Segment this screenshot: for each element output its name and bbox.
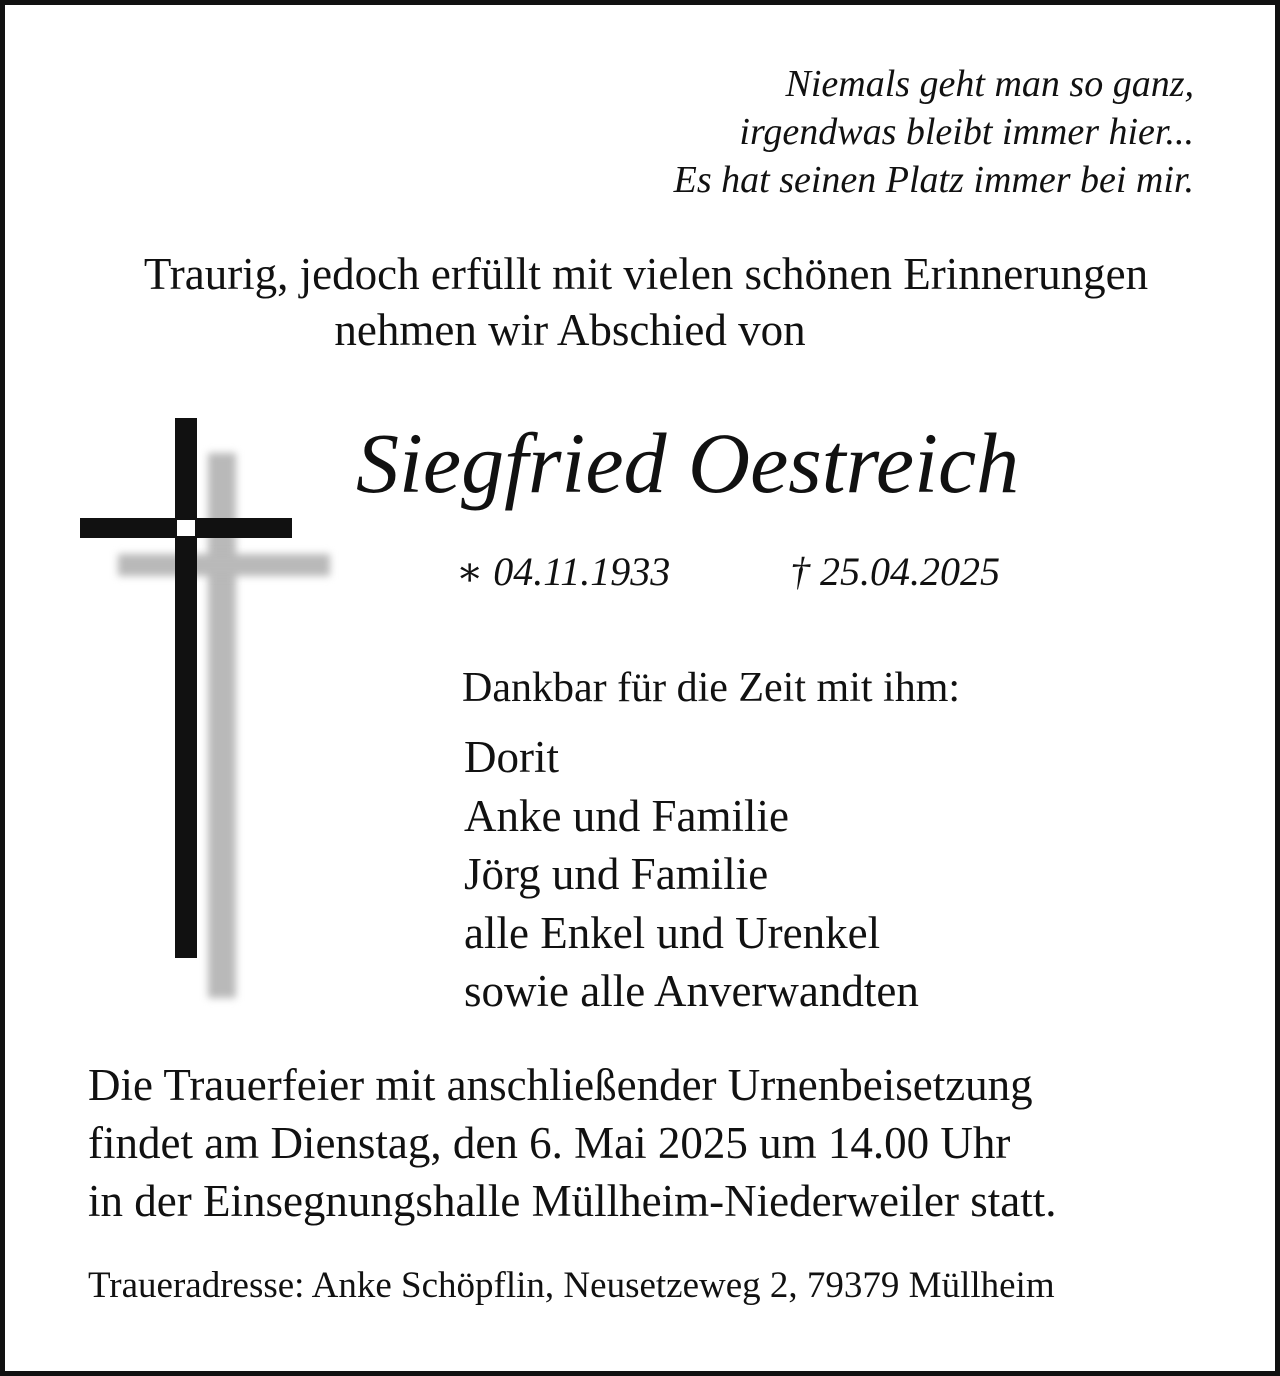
poem <box>674 60 1194 204</box>
thanks-heading: Dankbar für die Zeit mit ihm: <box>462 665 961 711</box>
ceremony-line: in der Einsegnungshalle Müllheim-Niederweiler statt. <box>88 1176 1057 1226</box>
family-member: Jörg und Familie <box>464 849 769 899</box>
family-member: Dorit <box>464 732 559 782</box>
family-list <box>464 728 919 1021</box>
ceremony-line: Die Trauerfeier mit anschließender Urnenbeisetzung <box>88 1060 1033 1110</box>
cross-center <box>177 520 195 536</box>
family-member: sowie alle Anverwandten <box>464 966 919 1016</box>
intro-text <box>0 246 1280 358</box>
intro-line: Traurig, jedoch erfüllt mit vielen schönen Erinnerungen <box>143 249 1149 299</box>
mourning-address: Traueradresse: Anke Schöpflin, Neusetzeweg 2, 79379 Müllheim <box>88 1265 1055 1306</box>
poem-line: irgendwas bleibt immer hier... <box>739 111 1194 153</box>
family-member: Anke und Familie <box>464 790 789 841</box>
cross-shadow-horizontal <box>118 554 330 576</box>
deceased-name: Siegfried Oestreich <box>356 415 1020 511</box>
poem-line: Es hat seinen Platz immer bei mir. <box>673 159 1194 201</box>
poem-line: Niemals geht man so ganz, <box>785 63 1194 105</box>
family-member: alle Enkel und Urenkel <box>464 907 881 958</box>
death-date: † 25.04.2025 <box>790 549 1000 594</box>
intro-line: nehmen wir Abschied von <box>334 305 806 355</box>
ceremony-line: findet am Dienstag, den 6. Mai 2025 um 14.00 Uhr <box>88 1118 1011 1168</box>
birth-date: ∗ 04.11.1933 <box>456 549 671 594</box>
cross-bar-vertical <box>175 418 197 958</box>
cross-icon <box>80 418 340 998</box>
ceremony-info <box>88 1056 1057 1230</box>
